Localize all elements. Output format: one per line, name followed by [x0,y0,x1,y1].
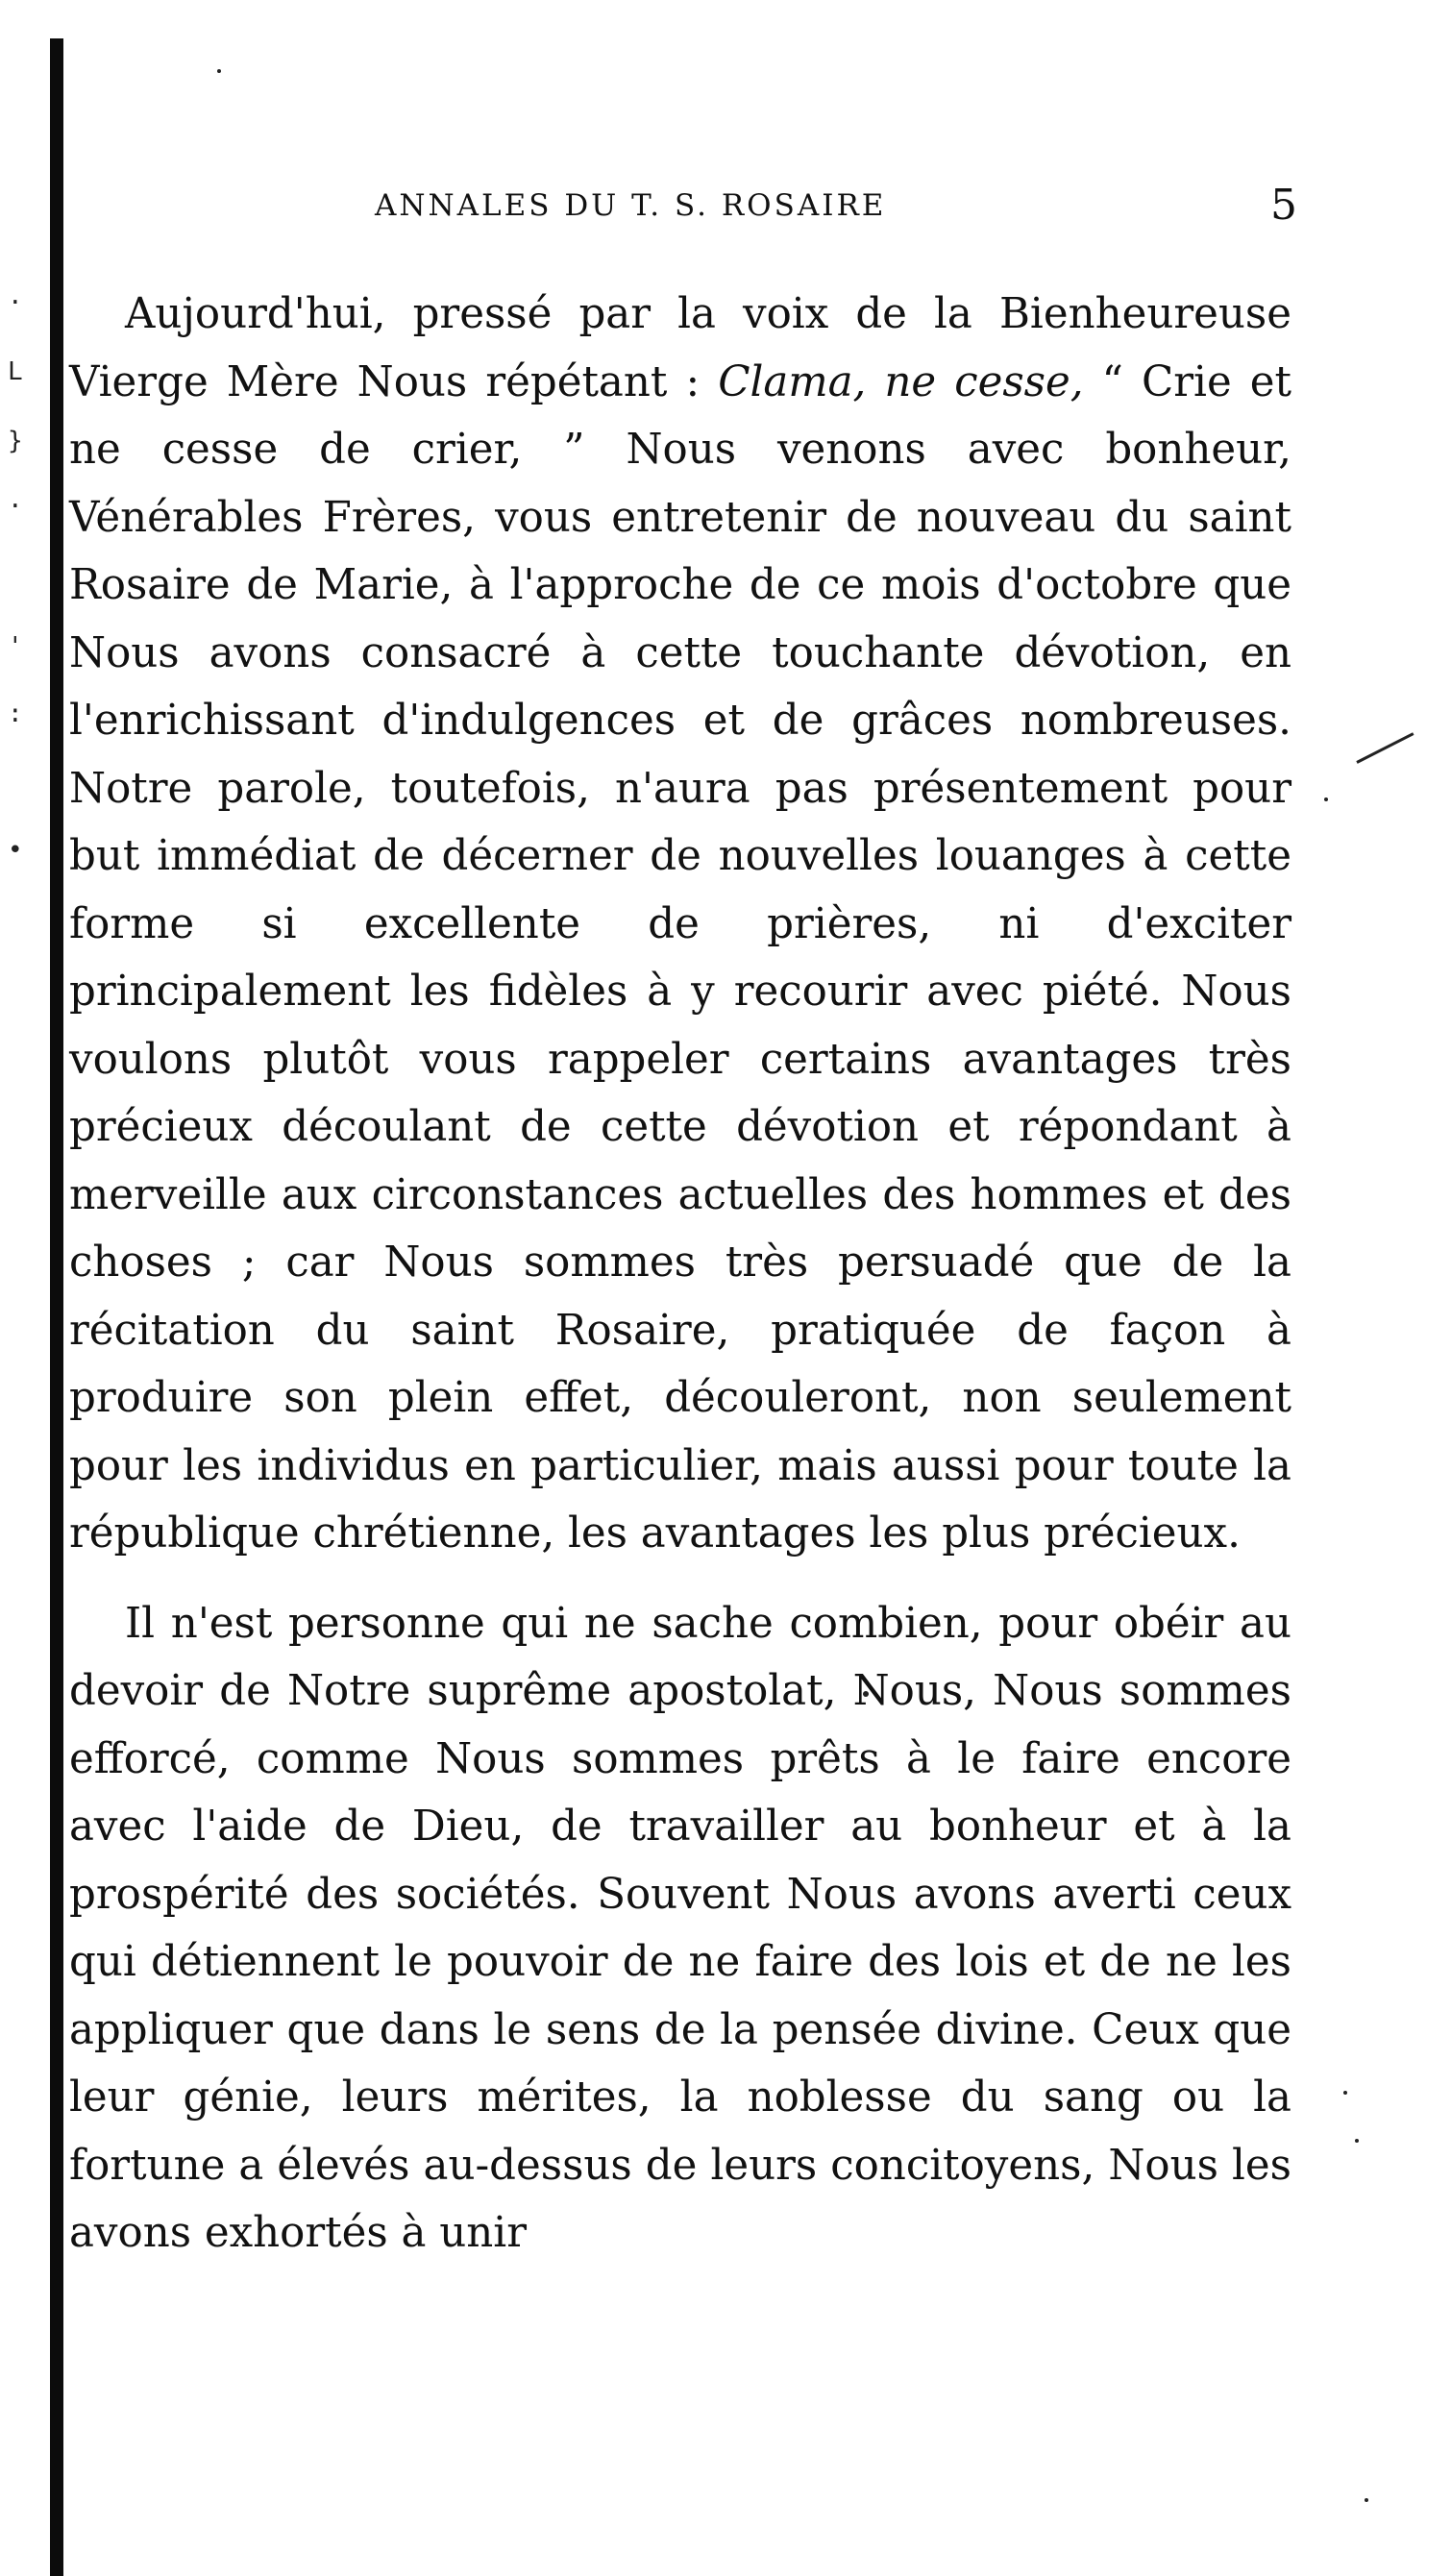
page-number: 5 [1270,181,1297,230]
margin-mark: · [8,492,23,521]
ink-speck [1365,2498,1368,2502]
margin-marks [0,0,50,2576]
margin-mark: ' [8,632,23,661]
ink-speck [1343,2091,1347,2095]
pencil-stroke [1356,732,1414,764]
margin-mark: } [8,427,23,455]
paragraph [69,281,1291,1568]
margin-mark: : [8,699,23,728]
ink-speck [1355,2139,1359,2143]
margin-mark: · [8,288,23,317]
binding-edge [50,38,63,2576]
paragraph-text: Aujourd'hui, pressé par la voix de la Bienheureuse Vierge Mère Nous répétant : [69,290,1291,406]
page-header [67,181,1297,238]
ink-speck [217,69,221,73]
paragraph-text: “ Crie et ne cesse de crier, ” Nous venons avec bonheur, Vénérables Frères, vous entretenir de nouveau du saint Rosaire de Marie, à l'approche de ce mois d'octobre que Nous avons consacré à cette touchante dévotion, en l'enrichissant d'indulgences et de grâces nombreuses. Notre parole, toutefois, n'aura pas présentement pour but immédiat de décerner de nouvelles louanges à cette forme si excellente de prières, ni d'exciter principalement les fidèles à y recourir avec piété. Nous voulons plutôt vous rappeler certains avantages très précieux découlant de cette dévotion et répondant à merveille aux circonstances actuelles des hommes et des choses ; car Nous sommes très persuadé que de la récitation du saint Rosaire, pratiquée de façon à produire son plein effet, découleront, non seulement pour les individus en particulier, mais aussi pour toute la république chrétienne, les avantages les plus précieux. [69,357,1291,1558]
margin-mark: • [8,836,23,865]
margin-mark: L [8,357,23,386]
paragraph: Il n'est personne qui ne sache combien, pour obéir au devoir de Notre suprême apostolat, Nous, Nous sommes efforcé, comme Nous sommes prêts à le faire encore avec l'aide de Dieu, de travailler au bonheur et à la prospérité des sociétés. Souvent Nous avons averti ceux qui détiennent le pouvoir de ne faire des lois et de ne les appliquer que dans le sens de la pensée divine. Ceux que leur génie, leurs mérites, la noblesse du sang ou la fortune a élevés au-dessus de leurs concitoyens, Nous les avons exhortés à unir [69,1599,1291,2257]
running-head: ANNALES DU T. S. ROSAIRE [375,188,887,223]
body-text [69,281,1291,2268]
ink-speck [1324,797,1328,801]
italic-phrase: Clama, ne cesse, [718,357,1084,406]
